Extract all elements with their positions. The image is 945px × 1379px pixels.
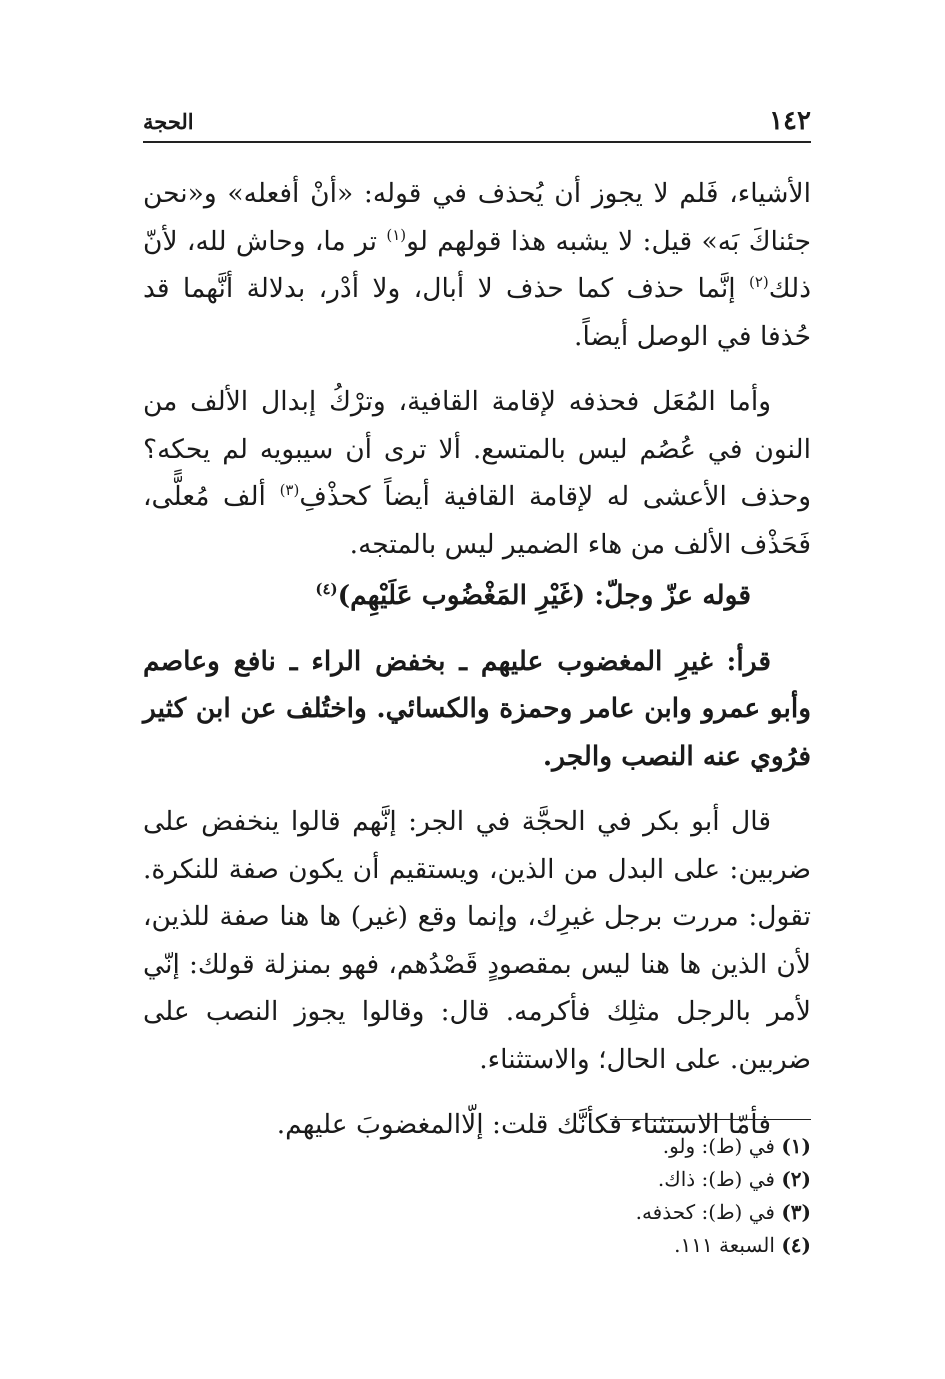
footnote-4-number: (٤) <box>781 1233 811 1257</box>
footnote-3-number: (٣) <box>781 1200 811 1224</box>
footnotes <box>143 1130 811 1262</box>
main-text <box>143 170 811 1149</box>
footnote-1 <box>143 1130 811 1163</box>
page-number: ١٤٢ <box>769 106 811 136</box>
page-header <box>143 103 811 139</box>
header-rule <box>143 141 811 143</box>
paragraph-1 <box>143 170 811 360</box>
footnote-4-text: السبعة ١١١. <box>674 1233 782 1257</box>
paragraph-1-part-c: إنَّما حذف كما حذف لا أبال، ولا أدْر، بدلالة أنَّهما قد حُذفا في الوصل أيضاً. <box>143 273 811 352</box>
footnote-ref-4: (٤) <box>315 580 338 599</box>
paragraph-2-part-a: وأما المُعَل فحذفه لإقامة القافية، وترْكُ إبدال الألف من النون في عُصُم ليس بالمتسع. ألا ترى أن سيبويه لم يحكه؟ وحذف الأعشى له لإقامة القافية أيضاً كحذْفِ <box>143 386 812 512</box>
paragraph-readings: قرأ: غيرِ المغضوب عليهم ـ بخفض الراء ـ نافع وعاصم وأبو عمرو وابن عامر وحمزة والكسائي. واختُلف عن ابن كثير فرُوي عنه النصب والجر. <box>143 645 811 772</box>
paragraph-1-part-b: تر ما، وحاش لله، لأنّ ذلك <box>143 225 811 304</box>
footnote-2-number: (٢) <box>781 1167 811 1191</box>
paragraph-1-part-a: الأشياء، فَلم لا يجوز أن يُحذف في قوله: «أنْ أفعله» و«نحن جئناكَ بَه» قيل: لا يشبه هذا قولهم لو <box>143 178 811 257</box>
footnote-4 <box>143 1229 811 1262</box>
verse-heading-text: قوله عزّ وجلّ: (غَيْرِ المَغْضُوب عَلَيْهِم) <box>337 580 751 611</box>
footnote-rule <box>610 1119 811 1120</box>
paragraph-2 <box>143 378 811 568</box>
paragraph-2-part-b: ألف مُعلًّى، فَحَذْف الألف من هاء الضمير ليس بالمتجه. <box>143 481 811 560</box>
footnote-3-text: في (ط): كحذفه. <box>635 1200 782 1224</box>
verse-heading <box>143 572 811 620</box>
paragraph-4: قال أبو بكر في الحجَّة في الجر: إنَّهم قالوا ينخفض على ضربين: على البدل من الذين، ويستقيم أن يكون صفة للنكرة. تقول: مررت برجل غيرِك، وإنما وقع (غير) ها هنا صفة للذين، لأن الذين ها هنا ليس بمقصودٍ قَصْدُهم، فهو بمنزلة قولك: إنّي لأمر بالرجل مثلِك فأكرمه. قال: وقالوا يجوز النصب على ضربين. على الحال؛ والاستثناء. <box>143 806 811 1075</box>
running-title: الحجة <box>143 108 194 134</box>
footnote-2-text: في (ط): ذاك. <box>657 1167 782 1191</box>
footnote-2 <box>143 1163 811 1196</box>
footnote-ref-2: (٢) <box>749 273 769 292</box>
footnote-ref-3: (٣) <box>279 481 300 500</box>
footnote-ref-1: (١) <box>386 225 407 244</box>
footnote-1-number: (١) <box>781 1134 811 1158</box>
footnote-3 <box>143 1196 811 1229</box>
paragraph-5: فأمّا الاستثناء فكأنَّك قلت: إلّاالمغضوبَ عليهم. <box>276 1109 771 1140</box>
footnote-1-text: في (ط): ولو. <box>662 1134 782 1158</box>
